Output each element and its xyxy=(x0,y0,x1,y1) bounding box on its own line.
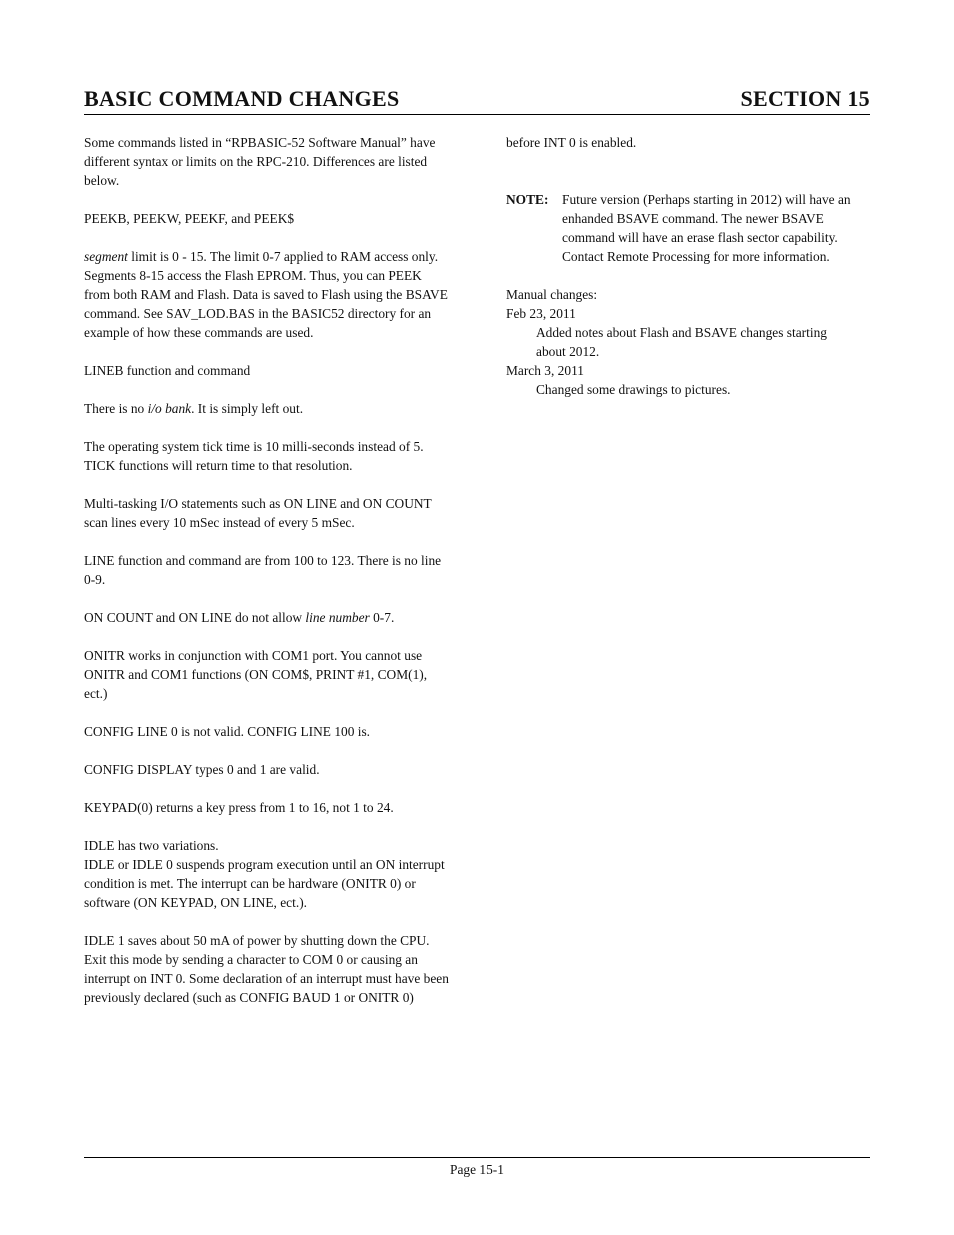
segment-paragraph xyxy=(84,247,450,342)
iobank-prefix: There is no xyxy=(84,401,148,416)
iobank-term: i/o bank xyxy=(147,401,192,416)
multitask-paragraph: Multi-tasking I/O statements such as ON LINE and ON COUNT scan lines every 10 mSec instead of every 5 mSec. xyxy=(84,496,432,530)
page-number: Page 15-1 xyxy=(450,1162,504,1177)
oncount-term: line number xyxy=(305,610,370,625)
continued-paragraph: before INT 0 is enabled. xyxy=(506,135,637,150)
config-display-paragraph: CONFIG DISPLAY types 0 and 1 are valid. xyxy=(84,762,320,777)
idle-heading: IDLE has two variations. xyxy=(84,838,219,853)
oncount-suffix: 0-7. xyxy=(369,610,395,625)
left-column xyxy=(84,133,450,1026)
tick-paragraph: The operating system tick time is 10 milli-seconds instead of 5. TICK functions will return time to that resolution. xyxy=(84,439,424,473)
onitr-paragraph: ONITR works in conjunction with COM1 port. You cannot use ONITR and COM1 functions (ON COM$, PRINT #1, COM(1), ect.) xyxy=(84,648,428,701)
config-line-paragraph: CONFIG LINE 0 is not valid. CONFIG LINE 100 is. xyxy=(84,724,371,739)
page-header xyxy=(84,86,870,115)
change2-date: March 3, 2011 xyxy=(506,363,584,378)
oncount-paragraph xyxy=(84,608,450,627)
lineb-heading: LINEB function and command xyxy=(84,363,251,378)
segment-text: limit is 0 - 15. The limit 0-7 applied to RAM access only. Segments 8-15 access the Flash EPROM. Thus, you can PEEK from both RAM and Flash. Data is saved to Flash using the BSAVE command. See SAV_LOD.BAS in the BASIC52 directory for an example of how these commands are used. xyxy=(84,249,448,340)
changes-heading: Manual changes: xyxy=(506,287,598,302)
idle0-paragraph: IDLE or IDLE 0 suspends program execution until an ON interrupt condition is met. The interrupt can be hardware (ONITR 0) or software (ON KEYPAD, ON LINE, ect.). xyxy=(84,857,445,910)
change1-date: Feb 23, 2011 xyxy=(506,306,576,321)
iobank-paragraph xyxy=(84,399,450,418)
keypad-paragraph: KEYPAD(0) returns a key press from 1 to 16, not 1 to 24. xyxy=(84,800,394,815)
note-label: NOTE: xyxy=(506,192,549,207)
peek-heading: PEEKB, PEEKW, PEEKF, and PEEK$ xyxy=(84,211,295,226)
change1-text: Added notes about Flash and BSAVE changes starting about 2012. xyxy=(536,325,827,359)
line-function-paragraph: LINE function and command are from 100 to 123. There is no line 0-9. xyxy=(84,553,442,587)
footer-rule xyxy=(84,1157,870,1158)
change2-text: Changed some drawings to pictures. xyxy=(536,382,731,397)
idle1-paragraph: IDLE 1 saves about 50 mA of power by shutting down the CPU. Exit this mode by sending a character to COM 0 or causing an interrupt on INT 0. Some declaration of an interrupt must have been previously declared (such as CONFIG BAUD 1 or ONITR 0) xyxy=(84,933,449,1005)
note-block xyxy=(506,190,858,266)
page-title: BASIC COMMAND CHANGES xyxy=(84,86,400,111)
iobank-suffix: . It is simply left out. xyxy=(191,401,304,416)
oncount-prefix: ON COUNT and ON LINE do not allow xyxy=(84,610,306,625)
note-text: Future version (Perhaps starting in 2012) will have an enhanded BSAVE command. The newer BSAVE command will have an erase flash sector capability. Contact Remote Processing for more information. xyxy=(562,192,851,264)
intro-paragraph: Some commands listed in “RPBASIC-52 Software Manual” have different syntax or limits on the RPC-210. Differences are listed below. xyxy=(84,135,436,188)
section-label: SECTION 15 xyxy=(740,86,870,111)
right-column xyxy=(506,133,858,399)
segment-term: segment xyxy=(84,249,128,264)
